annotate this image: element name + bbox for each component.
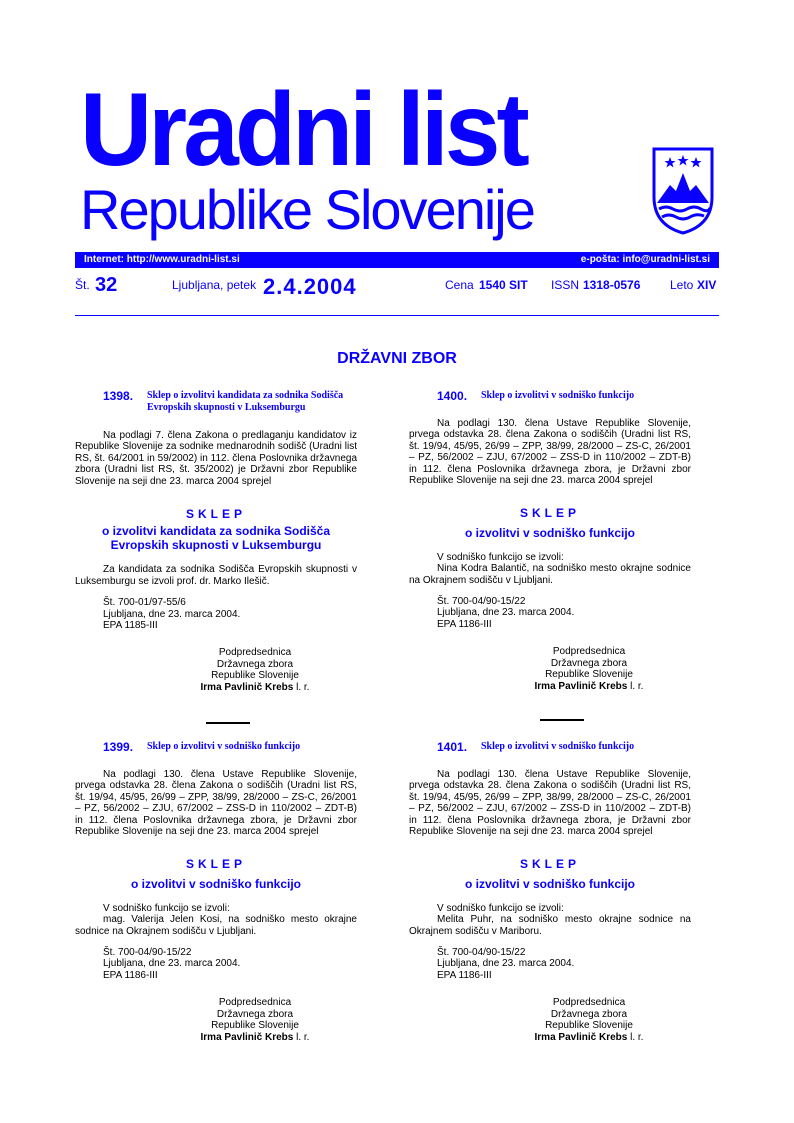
- act-1400: [409, 390, 691, 692]
- act-reference: Št. 700-04/90-15/22: [437, 596, 526, 608]
- sklep-body: Nina Kodra Balantič, na sodniško mesto okrajne sodnice na Okrajnem sodišču v Ljubljani.: [409, 563, 691, 586]
- sklep-body: Melita Puhr, na sodniško mesto okrajne sodnice na Okrajnem sodišču v Mariboru.: [409, 914, 691, 937]
- email-address[interactable]: e-pošta: info@uradni-list.si: [580, 254, 710, 265]
- act-intro: Na podlagi 7. člena Zakona o predlaganju kandidatov iz Republike Slovenije za sodnike mednarodnih sodišč (Uradni list RS, št. 64/2001 in 59/2002) in 112. člena Poslovnika državnega zbora (Uradni list RS, št. 35/2002) je Državni zbor Republike Slovenije na seji dne 23. marca 2004 sprejel: [75, 430, 357, 487]
- signature-country: Republike Slovenije: [545, 1020, 633, 1032]
- masthead-divider: [75, 315, 719, 316]
- signature-name: Irma Pavlinič Krebs: [200, 1031, 294, 1043]
- act-epa: EPA 1185-III: [103, 620, 158, 632]
- act-intro: Na podlagi 130. člena Ustave Republike Slovenije, prvega odstavka 28. člena Zakona o sodiščih (Uradni list RS, št. 19/94, 45/95, 26/99 – ZPP, 38/99, 28/2000 – ZS-C, 26/2001 – PZ, 56/2002 – ZJU, 67/2002 – ZSS-D in 110/2002 – ZDT-B) in 112. člena Poslovnika državnega zbora, je Državni zbor Republike Slovenije na seji dne 23. marca 2004 sprejel: [409, 418, 691, 487]
- sklep-heading: SKLEP: [185, 507, 246, 522]
- signature-body: Državnega zbora: [550, 657, 628, 669]
- year-label: Leto: [670, 278, 694, 292]
- signature-country: Republike Slovenije: [545, 669, 633, 681]
- signature-name: Irma Pavlinič Krebs: [200, 681, 294, 693]
- act-epa: EPA 1186-III: [437, 969, 492, 981]
- sklep-subtitle: o izvolitvi v sodniško funkcijo: [464, 876, 636, 891]
- sklep-body-intro: V sodniško funkcijo se izvoli:: [437, 902, 564, 914]
- act-header: [409, 741, 691, 753]
- act-reference: Št. 700-04/90-15/22: [437, 947, 526, 959]
- signature-body: Državnega zbora: [216, 658, 294, 670]
- sklep-subtitle: o izvolitvi kandidata za sodnika Sodišča Evropskih skupnosti v Luksemburgu: [101, 524, 331, 553]
- issue-place-day: Ljubljana, petek: [172, 278, 257, 292]
- act-place-date: Ljubljana, dne 23. marca 2004.: [437, 607, 575, 619]
- act-epa: EPA 1186-III: [437, 618, 492, 630]
- act-intro: Na podlagi 130. člena Ustave Republike Slovenije, prvega odstavka 28. člena Zakona o sodiščih (Uradni list RS, št. 19/94, 45/95, 26/99 – ZPP, 38/99, 28/2000 – ZS-C, 26/2001 – PZ, 56/2002 – ZJU, 67/2002 – ZSS-D in 110/2002 – ZDT-B) in 112. člena Poslovnika državnega zbora, je Državni zbor Republike Slovenije na seji dne 23. marca 2004 sprejel: [75, 769, 357, 838]
- act-intro: Na podlagi 130. člena Ustave Republike Slovenije, prvega odstavka 28. člena Zakona o sodiščih (Uradni list RS, št. 19/94, 45/95, 26/99 – ZPP, 38/99, 28/2000 – ZS-C, 26/2001 – PZ, 56/2002 – ZJU, 67/2002 – ZSS-D in 110/2002 – ZDT-B) in 112. člena Poslovnika državnega zbora, je Državni zbor Republike Slovenije na seji dne 23. marca 2004 sprejel: [409, 769, 691, 838]
- act-number: 1401.: [437, 740, 468, 754]
- act-title[interactable]: Sklep o izvolitvi kandidata za sodnika Sodišča Evropskih skupnosti v Luksemburgu: [147, 390, 344, 413]
- act-number: 1399.: [103, 740, 134, 754]
- signature-suffix: l. r.: [293, 681, 310, 693]
- act-title[interactable]: Sklep o izvolitvi v sodniško funkcijo: [481, 741, 635, 752]
- issue-meta: [75, 272, 719, 306]
- year-value: XIV: [697, 278, 717, 292]
- price-value: 1540 SIT: [479, 278, 528, 292]
- signature-block: [519, 646, 659, 692]
- act-1401: [409, 741, 691, 1043]
- issn-label: ISSN: [551, 278, 580, 292]
- slovenia-coat-of-arms-icon: [650, 145, 716, 235]
- signature-country: Republike Slovenije: [211, 670, 299, 682]
- act-1399: [75, 741, 357, 1043]
- act-epa: EPA 1186-III: [103, 969, 158, 981]
- signature-suffix: l. r.: [627, 1031, 644, 1043]
- signature-body: Državnega zbora: [216, 1008, 294, 1020]
- issn-value: 1318-0576: [583, 278, 641, 292]
- signature-role: Podpredsednica: [218, 647, 292, 659]
- sklep-subtitle: o izvolitvi v sodniško funkcijo: [130, 876, 302, 891]
- section-title: DRŽAVNI ZBOR: [337, 350, 457, 367]
- price-label: Cena: [445, 278, 474, 292]
- act-number: 1398.: [103, 389, 134, 403]
- signature-block: [185, 997, 325, 1043]
- signature-country: Republike Slovenije: [211, 1020, 299, 1032]
- act-title[interactable]: Sklep o izvolitvi v sodniško funkcijo: [481, 390, 635, 401]
- signature-role: Podpredsednica: [552, 997, 626, 1009]
- masthead-title: Uradni list: [80, 72, 526, 188]
- sklep-body-intro: V sodniško funkcijo se izvoli:: [437, 551, 564, 563]
- masthead-contact-bar: [75, 252, 719, 268]
- signature-name: Irma Pavlinič Krebs: [534, 680, 628, 692]
- act-header: [409, 390, 691, 402]
- signature-role: Podpredsednica: [218, 997, 292, 1009]
- act-title[interactable]: Sklep o izvolitvi v sodniško funkcijo: [147, 741, 301, 752]
- signature-body: Državnega zbora: [550, 1008, 628, 1020]
- issue-number: 32: [95, 274, 118, 296]
- sklep-body: Za kandidata za sodnika Sodišča Evropskih skupnosti v Luksemburgu se izvoli prof. dr. Marko Ilešič.: [75, 564, 357, 587]
- act-separator: [540, 719, 584, 721]
- act-reference: Št. 700-04/90-15/22: [103, 947, 192, 959]
- act-number: 1400.: [437, 389, 468, 403]
- signature-name: Irma Pavlinič Krebs: [534, 1031, 628, 1043]
- act-place-date: Ljubljana, dne 23. marca 2004.: [103, 608, 241, 620]
- act-reference: Št. 700-01/97-55/6: [103, 597, 186, 609]
- act-header: [75, 390, 357, 414]
- act-separator: [206, 722, 250, 724]
- sklep-heading: SKLEP: [185, 857, 246, 872]
- signature-block: [519, 997, 659, 1043]
- sklep-body-intro: V sodniško funkcijo se izvoli:: [103, 902, 230, 914]
- act-place-date: Ljubljana, dne 23. marca 2004.: [437, 958, 575, 970]
- sklep-heading: SKLEP: [519, 506, 580, 521]
- masthead-subtitle: Republike Slovenije: [80, 178, 534, 241]
- internet-address[interactable]: Internet: http://www.uradni-list.si: [84, 254, 240, 265]
- signature-role: Podpredsednica: [552, 646, 626, 658]
- signature-block: [185, 647, 325, 693]
- signature-suffix: l. r.: [627, 680, 644, 692]
- act-place-date: Ljubljana, dne 23. marca 2004.: [103, 958, 241, 970]
- issue-date: 2.4.2004: [263, 274, 357, 299]
- issue-st-label: Št.: [75, 278, 90, 292]
- sklep-subtitle: o izvolitvi v sodniško funkcijo: [464, 525, 636, 540]
- signature-suffix: l. r.: [293, 1031, 310, 1043]
- act-header: [75, 741, 357, 753]
- sklep-heading: SKLEP: [519, 857, 580, 872]
- act-1398: [75, 390, 357, 693]
- sklep-body: mag. Valerija Jelen Kosi, na sodniško mesto okrajne sodnice na Okrajnem sodišču v Ljubljani.: [75, 914, 357, 937]
